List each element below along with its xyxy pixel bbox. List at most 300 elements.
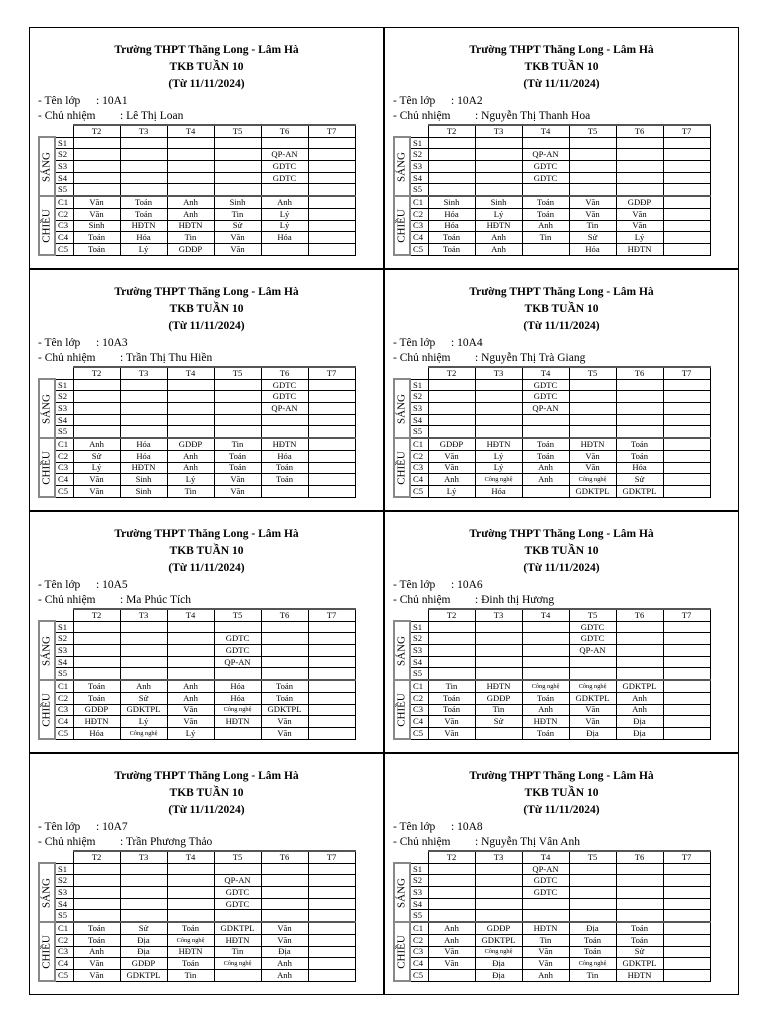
lesson-cell [167,379,214,391]
teacher-label: - Chủ nhiệm [393,352,451,364]
lesson-cell [214,379,261,391]
morning-session-label [39,137,55,196]
lesson-cell [120,172,167,184]
session-text: CHIỀU [40,208,53,243]
lesson-cell [475,656,522,668]
day-header: T6 [616,125,663,137]
slot-row [39,379,355,391]
lesson-cell [663,656,710,668]
teacher-line [38,351,212,365]
lesson-cell [167,863,214,875]
lesson-cell [663,149,710,161]
lesson-cell [261,426,308,438]
slot-label: S1 [55,863,73,875]
lesson-cell: Văn [616,208,663,220]
slot-row [394,910,710,922]
lesson-cell: Văn [569,450,616,462]
lesson-cell: GDKTPL [120,969,167,981]
day-header: T5 [214,125,261,137]
class-label: - Tên lớp [393,821,436,833]
lesson-cell: Toán [569,934,616,946]
corner-cell [55,367,73,379]
lesson-cell [663,727,710,739]
slot-row [394,692,710,704]
lesson-cell [167,403,214,415]
slot-row [394,875,710,887]
slot-row [39,887,355,899]
lesson-cell [475,149,522,161]
lesson-cell [167,645,214,657]
lesson-cell: Sinh [120,485,167,497]
lesson-cell [663,863,710,875]
slot-row [39,196,355,208]
lesson-cell: GDTC [214,633,261,645]
lesson-cell [261,875,308,887]
lesson-cell: Toán [73,680,120,692]
lesson-cell [663,645,710,657]
slot-row [394,450,710,462]
slot-row [394,403,710,415]
session-text: SÁNG [40,877,53,908]
lesson-cell: GDĐP [428,438,475,450]
teacher-line [393,351,585,365]
lesson-cell: Văn [428,958,475,970]
class-value: : 10A2 [451,95,483,107]
lesson-cell [522,621,569,633]
lesson-cell [428,656,475,668]
lesson-cell: Tin [522,232,569,244]
lesson-cell: Công nghệ [569,680,616,692]
lesson-cell [73,887,120,899]
lesson-cell: Sử [214,220,261,232]
lesson-cell [428,379,475,391]
lesson-cell [120,414,167,426]
lesson-cell [120,621,167,633]
day-header-row [394,367,710,379]
lesson-cell [663,934,710,946]
slot-label: C5 [55,727,73,739]
lesson-cell: Công nghệ [475,946,522,958]
lesson-cell [616,184,663,196]
lesson-cell: Anh [522,704,569,716]
day-header: T6 [261,851,308,863]
slot-label: S4 [55,414,73,426]
teacher-value: : Nguyễn Thị Vân Anh [475,836,580,848]
lesson-cell [569,161,616,173]
slot-row [39,208,355,220]
lesson-cell: Tin [167,485,214,497]
lesson-cell: Tin [167,232,214,244]
corner-cell [39,609,55,621]
slot-label: C2 [410,450,428,462]
lesson-cell [214,137,261,149]
lesson-cell [475,403,522,415]
week-title: TKB TUẦN 10 [524,303,599,315]
slot-row [394,704,710,716]
timetable-card [384,27,739,269]
lesson-cell [214,161,261,173]
lesson-cell [663,474,710,486]
slot-label: C4 [55,232,73,244]
slot-row [394,645,710,657]
day-header: T2 [428,609,475,621]
lesson-cell: Anh [73,946,120,958]
lesson-cell: GDTC [569,633,616,645]
slot-label: S5 [55,184,73,196]
lesson-cell [214,727,261,739]
lesson-cell [616,621,663,633]
lesson-cell [308,727,355,739]
timetable-card [29,511,384,753]
slot-row [39,645,355,657]
slot-row [39,243,355,255]
lesson-cell [616,379,663,391]
lesson-cell [522,414,569,426]
lesson-cell: GDĐP [120,958,167,970]
lesson-cell [569,391,616,403]
lesson-cell: Văn [261,727,308,739]
lesson-cell: Anh [167,692,214,704]
session-text: CHIỀU [395,450,408,485]
lesson-cell: Công nghệ [214,958,261,970]
lesson-cell [308,379,355,391]
day-header: T5 [569,609,616,621]
lesson-cell: Anh [522,220,569,232]
lesson-cell [522,137,569,149]
lesson-cell: Anh [616,704,663,716]
class-label: - Tên lớp [38,821,81,833]
morning-session-label [394,379,410,438]
lesson-cell [73,645,120,657]
session-text: SÁNG [395,635,408,666]
lesson-cell [167,184,214,196]
lesson-cell [428,161,475,173]
slot-row [394,414,710,426]
lesson-cell [616,414,663,426]
session-text: CHIỀU [40,692,53,727]
lesson-cell [428,633,475,645]
session-text: SÁNG [395,393,408,424]
lesson-cell [167,621,214,633]
lesson-cell [308,680,355,692]
slot-label: S3 [55,161,73,173]
slot-label: C2 [55,450,73,462]
lesson-cell [569,426,616,438]
day-header: T3 [475,851,522,863]
session-text: SÁNG [395,877,408,908]
class-line [393,336,483,350]
lesson-cell [663,220,710,232]
slot-row [39,232,355,244]
lesson-cell: Tin [214,438,261,450]
lesson-cell: GDTC [522,887,569,899]
session-text: CHIỀU [395,692,408,727]
day-header: T7 [308,851,355,863]
lesson-cell: GDKTPL [261,704,308,716]
lesson-cell [120,668,167,680]
lesson-cell: HĐTN [214,934,261,946]
slot-label: S4 [410,414,428,426]
lesson-cell: GDTC [569,621,616,633]
lesson-cell [261,184,308,196]
slot-row [39,922,355,934]
slot-row [39,704,355,716]
slot-label: C4 [410,474,428,486]
slot-label: S5 [55,668,73,680]
lesson-cell [428,875,475,887]
slot-row [39,716,355,728]
day-header-row [394,609,710,621]
timetable-card [29,27,384,269]
timetable-grid [393,608,711,740]
class-value: : 10A6 [451,579,483,591]
lesson-cell: Toán [428,243,475,255]
lesson-cell: Sinh [475,196,522,208]
lesson-cell [663,196,710,208]
class-line [393,578,483,592]
lesson-cell: Văn [428,946,475,958]
lesson-cell [475,172,522,184]
lesson-cell [308,621,355,633]
lesson-cell: Hóa [120,438,167,450]
lesson-cell [73,391,120,403]
lesson-cell [120,149,167,161]
lesson-cell: Văn [73,958,120,970]
session-text: CHIỀU [395,934,408,969]
day-header: T4 [167,367,214,379]
lesson-cell [522,184,569,196]
lesson-cell [120,898,167,910]
week-title: TKB TUẦN 10 [169,787,244,799]
slot-row [39,220,355,232]
lesson-cell: Toán [261,680,308,692]
lesson-cell: GDTC [522,875,569,887]
class-value: : 10A4 [451,337,483,349]
teacher-label: - Chủ nhiệm [38,836,96,848]
lesson-cell [308,149,355,161]
lesson-cell: Toán [73,934,120,946]
lesson-cell: Công nghệ [569,958,616,970]
lesson-cell [73,414,120,426]
lesson-cell: Toán [428,232,475,244]
day-header-row [39,851,355,863]
lesson-cell: Văn [167,716,214,728]
afternoon-session-label [394,680,410,739]
session-text: SÁNG [395,151,408,182]
lesson-cell [214,969,261,981]
slot-label: S5 [55,426,73,438]
class-value: : 10A1 [96,95,128,107]
teacher-label: - Chủ nhiệm [393,110,451,122]
lesson-cell [569,875,616,887]
lesson-cell [663,232,710,244]
lesson-cell [308,161,355,173]
lesson-cell [167,898,214,910]
lesson-cell [308,232,355,244]
week-date: (Từ 11/11/2024) [168,320,245,332]
lesson-cell: Văn [522,958,569,970]
lesson-cell: GDTC [261,391,308,403]
lesson-cell: GDĐP [73,704,120,716]
slot-row [39,462,355,474]
lesson-cell [308,875,355,887]
lesson-cell [73,898,120,910]
lesson-cell [73,621,120,633]
lesson-cell [663,680,710,692]
lesson-cell: Anh [261,969,308,981]
lesson-cell: Anh [167,450,214,462]
teacher-value: : Đinh thị Hương [475,594,555,606]
lesson-cell: Địa [475,958,522,970]
lesson-cell: Văn [569,462,616,474]
class-line [38,578,128,592]
slot-label: S2 [55,149,73,161]
slot-label: C5 [410,243,428,255]
lesson-cell [569,863,616,875]
lesson-cell [308,414,355,426]
lesson-cell [663,716,710,728]
lesson-cell: HĐTN [569,438,616,450]
lesson-cell: Văn [73,196,120,208]
lesson-cell: GDKTPL [569,692,616,704]
slot-row [394,220,710,232]
lesson-cell: Toán [522,692,569,704]
lesson-cell: Toán [73,243,120,255]
lesson-cell: HĐTN [522,922,569,934]
lesson-cell [120,184,167,196]
lesson-cell: Tin [475,704,522,716]
slot-label: S3 [55,403,73,415]
teacher-line [38,835,212,849]
day-header: T3 [120,609,167,621]
lesson-cell: Địa [616,716,663,728]
timetable-card [29,753,384,995]
lesson-cell: GDĐP [167,438,214,450]
corner-cell [55,609,73,621]
lesson-cell [569,898,616,910]
lesson-cell [616,172,663,184]
lesson-cell: Văn [569,196,616,208]
lesson-cell [73,863,120,875]
lesson-cell: QP-AN [522,403,569,415]
morning-session-label [39,379,55,438]
lesson-cell [261,898,308,910]
lesson-cell: Tin [167,969,214,981]
lesson-cell [475,621,522,633]
lesson-cell: Văn [428,450,475,462]
slot-row [394,680,710,692]
lesson-cell: Anh [475,232,522,244]
lesson-cell [214,621,261,633]
slot-row [394,934,710,946]
slot-label: C5 [55,969,73,981]
morning-session-label [39,863,55,922]
slot-label: S4 [410,898,428,910]
slot-row [394,161,710,173]
teacher-label: - Chủ nhiệm [393,836,451,848]
lesson-cell [569,656,616,668]
teacher-value: : Lê Thị Loan [120,110,184,122]
lesson-cell [475,426,522,438]
lesson-cell: Sinh [214,196,261,208]
slot-label: C5 [410,727,428,739]
lesson-cell [475,727,522,739]
lesson-cell [663,910,710,922]
slot-label: S1 [55,621,73,633]
afternoon-session-label [394,922,410,981]
slot-row [39,910,355,922]
lesson-cell [616,645,663,657]
day-header: T2 [428,367,475,379]
lesson-cell [308,196,355,208]
lesson-cell: Hóa [428,208,475,220]
day-header: T3 [475,125,522,137]
corner-cell [39,367,55,379]
lesson-cell [428,969,475,981]
slot-label: C1 [410,196,428,208]
lesson-cell [308,403,355,415]
slot-row [39,474,355,486]
lesson-cell [663,922,710,934]
lesson-cell: Địa [261,946,308,958]
lesson-cell: Lý [73,462,120,474]
lesson-cell [120,910,167,922]
lesson-cell [475,898,522,910]
lesson-cell: Sinh [428,196,475,208]
slot-row [39,161,355,173]
lesson-cell: Toán [616,450,663,462]
slot-row [39,668,355,680]
lesson-cell: Toán [167,922,214,934]
class-label: - Tên lớp [38,95,81,107]
lesson-cell [214,668,261,680]
corner-cell [55,851,73,863]
day-header: T4 [522,851,569,863]
lesson-cell: Hóa [261,232,308,244]
lesson-cell: Tin [428,680,475,692]
lesson-cell [73,426,120,438]
lesson-cell [261,910,308,922]
teacher-line [393,593,554,607]
slot-label: C4 [55,716,73,728]
lesson-cell [120,391,167,403]
day-header: T7 [663,851,710,863]
slot-row [394,621,710,633]
lesson-cell: Toán [261,692,308,704]
afternoon-session-label [39,196,55,255]
lesson-cell: GDTC [522,172,569,184]
slot-label: C5 [410,485,428,497]
lesson-cell: GDĐP [167,243,214,255]
slot-label: S2 [410,633,428,645]
corner-cell [39,851,55,863]
lesson-cell: Sử [569,232,616,244]
day-header: T3 [475,367,522,379]
lesson-cell: Hóa [475,485,522,497]
day-header: T6 [616,851,663,863]
lesson-cell: Văn [73,485,120,497]
slot-label: S3 [410,403,428,415]
lesson-cell [308,692,355,704]
slot-row [39,621,355,633]
slot-row [394,438,710,450]
lesson-cell: Lý [120,716,167,728]
lesson-cell [428,668,475,680]
class-value: : 10A7 [96,821,128,833]
lesson-cell [663,184,710,196]
lesson-cell: Anh [522,462,569,474]
lesson-cell: Công nghệ [120,727,167,739]
